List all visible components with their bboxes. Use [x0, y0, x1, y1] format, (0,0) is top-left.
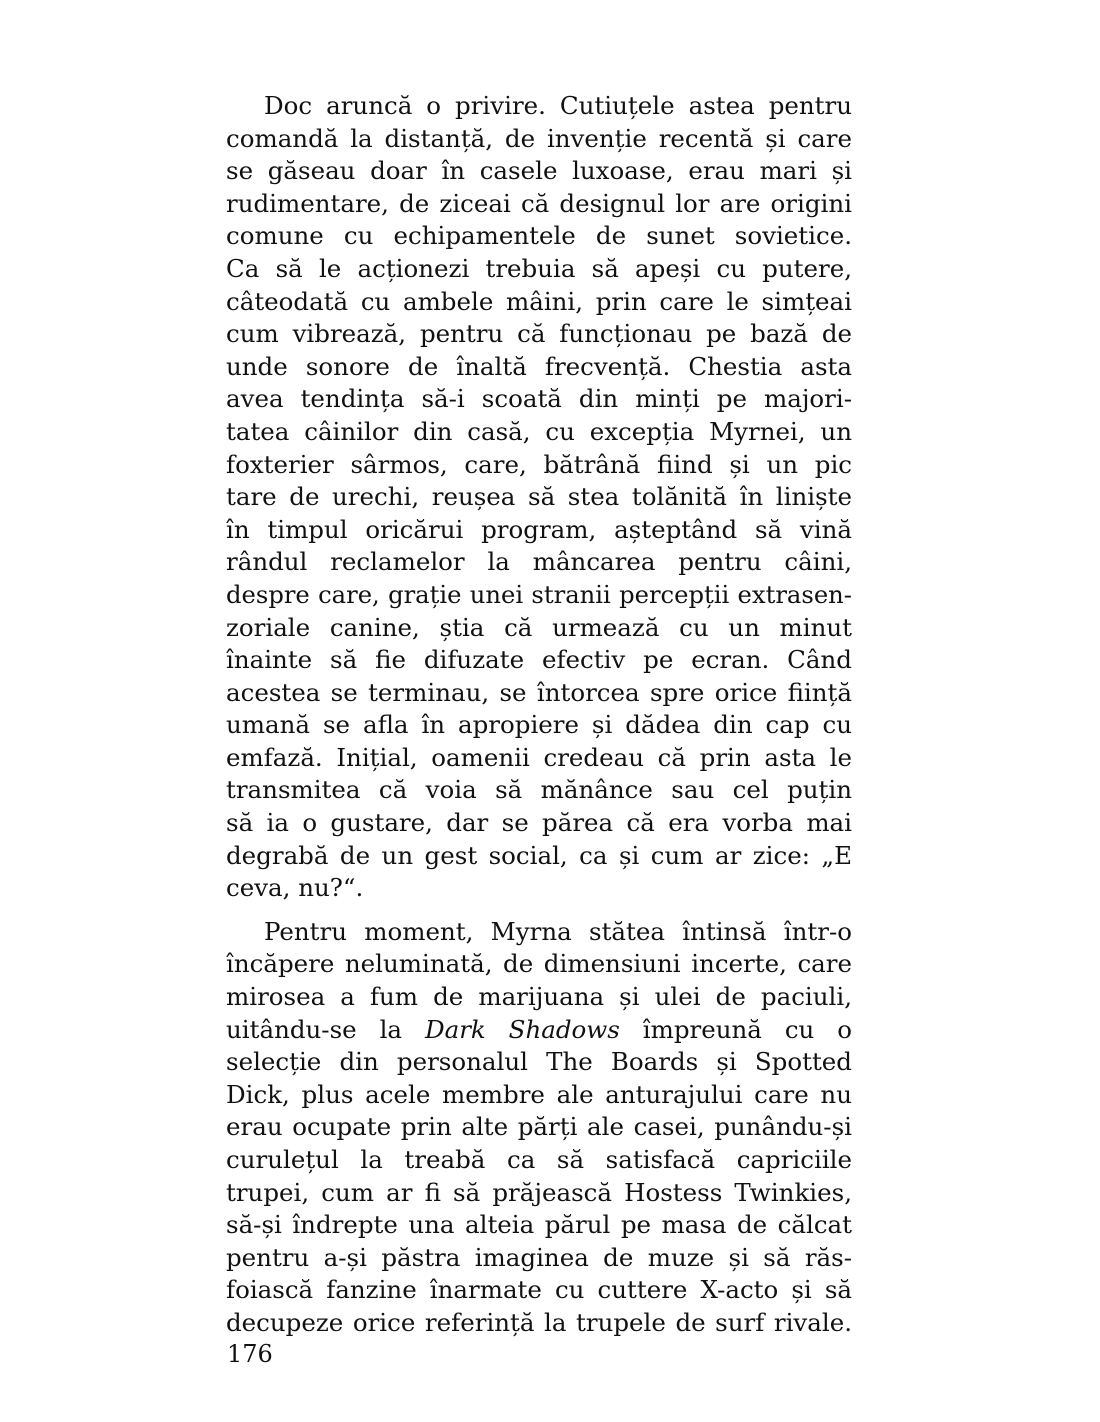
text-line: ceva, nu?“. — [226, 873, 364, 903]
text-line: rudimentare, de ziceai că designul lor are origini — [226, 188, 852, 218]
text-line: curulețul la treabă ca să satisfacă capriciile — [226, 1145, 852, 1174]
text-line: tatea câinilor din casă, cu excepția Myrnei, un — [226, 416, 852, 446]
text-line: despre care, grație unei stranii percepții extrasen- — [226, 579, 852, 609]
text-line: în timpul oricărui program, așteptând să vină — [226, 514, 852, 544]
text-line: Ca să le acționezi trebuia să apeși cu putere, — [226, 253, 852, 283]
text-line: trupei, cum ar fi să prăjească Hostess Twinkies, — [226, 1177, 852, 1207]
text-line: avea tendința să-i scoată din minți pe majori- — [226, 384, 852, 414]
text-line: transmitea că voia să mănânce sau cel puțin — [226, 775, 852, 805]
paragraph-1 — [226, 90, 852, 905]
page-number: 176 — [227, 1340, 273, 1368]
text-line: cum vibrează, pentru că funcționau pe bază de — [226, 319, 852, 349]
text-line: Doc aruncă o privire. Cutiuțele astea pentru — [264, 91, 852, 120]
text-line: zoriale canine, știa că urmează cu un minut — [226, 612, 852, 642]
italic-title: Dark Shadows — [424, 1014, 620, 1044]
page-body — [226, 90, 852, 1340]
text-line: câteodată cu ambele mâini, prin care le simțeai — [226, 286, 852, 316]
text-line: foxterier sârmos, care, bătrână fiind și un pic — [226, 449, 852, 479]
text-line: Pentru moment, Myrna stătea întinsă într-o — [264, 916, 852, 946]
text-line: să-și îndrepte una alteia părul pe masa de călcat — [226, 1210, 852, 1240]
text-line: unde sonore de înaltă frecvență. Chestia asta — [226, 351, 852, 381]
text-line: pentru a-și păstra imaginea de muze și să răs- — [226, 1242, 852, 1272]
text-line: decupeze orice referință la trupele de surf rivale. — [226, 1307, 852, 1337]
text-line: să ia o gustare, dar se părea că era vorba mai — [226, 808, 852, 838]
text-line: tare de urechi, reușea să stea tolănită în liniște — [226, 482, 852, 512]
text-line: înainte să fie difuzate efectiv pe ecran. Când — [226, 645, 852, 675]
text-line: foiască fanzine înarmate cu cuttere X-acto și să — [226, 1275, 852, 1305]
text-line: degrabă de un gest social, ca și cum ar zice: „E — [226, 840, 852, 870]
text-line: comandă la distanță, de invenție recentă și care — [226, 123, 852, 153]
text-line: Dick, plus acele membre ale anturajului care nu — [226, 1079, 852, 1109]
text-line: încăpere neluminată, de dimensiuni incerte, care — [226, 949, 852, 979]
text-line: emfază. Inițial, oamenii credeau că prin asta le — [226, 742, 852, 772]
text-line: se găseau doar în casele luxoase, erau mari și — [226, 156, 852, 186]
text-line: acestea se terminau, se întorcea spre orice ființă — [226, 677, 852, 707]
text-line: rândul reclamelor la mâncarea pentru câini, — [226, 547, 852, 577]
paragraph-2 — [226, 916, 852, 1340]
text-line: comune cu echipamentele de sunet sovietice. — [226, 221, 852, 251]
text-line: selecție din personalul The Boards și Spotted — [226, 1047, 852, 1077]
text-line: mirosea a fum de marijuana și ulei de paciuli, — [226, 982, 852, 1012]
text-line: erau ocupate prin alte părți ale casei, punându-și — [226, 1112, 852, 1142]
text-line: uitându-se la Dark Shadows împreună cu o — [226, 1014, 852, 1044]
paragraph-gap — [226, 905, 852, 916]
text-line: umană se afla în apropiere și dădea din cap cu — [226, 710, 852, 740]
